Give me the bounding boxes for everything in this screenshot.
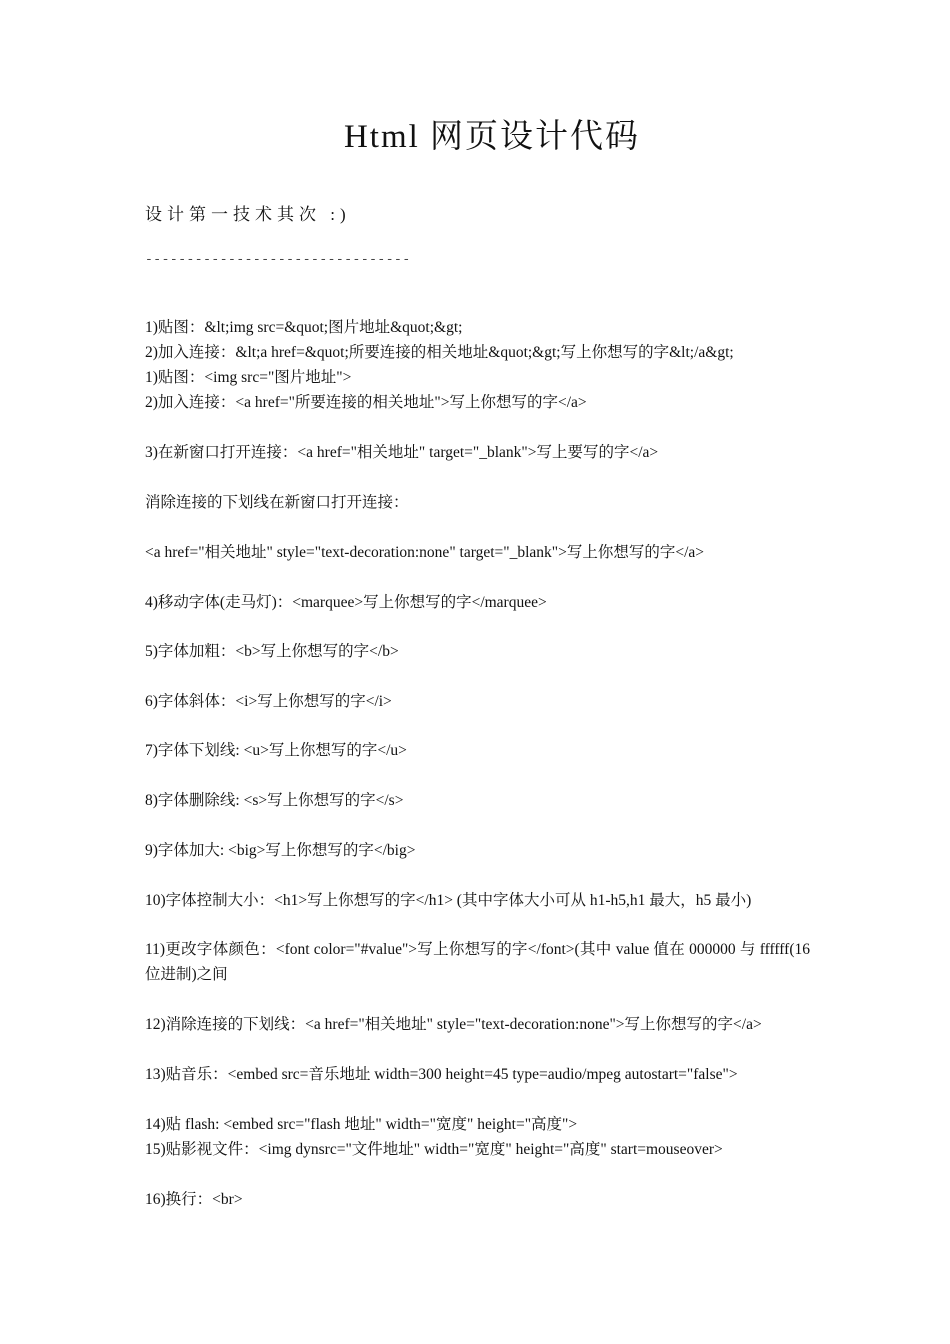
text-line: 15)贴影视文件：<img dynsrc="文件地址" width="宽度" height="高度" start=mouseover> <box>145 1141 723 1158</box>
text-line: 10)字体控制大小：<h1>写上你想写的字</h1> (其中字体大小可从 h1-h5,h1 最大，h5 最小) <box>145 892 752 909</box>
document-title: Html 网页设计代码 <box>343 119 641 155</box>
text-line: 14)贴 flash: <embed src="flash 地址" width="宽度" height="高度"> <box>145 1116 578 1133</box>
text-line: 2)加入连接：<a href="所要连接的相关地址">写上你想写的字</a> <box>145 394 587 411</box>
text-line: 3)在新窗口打开连接：<a href="相关地址" target="_blank">写上要写的字</a> <box>145 444 659 461</box>
text-line: 11)更改字体颜色：<font color="#value">写上你想写的字</font>(其中 value 值在 000000 与 ffffff(16 位进制)之间 <box>145 941 810 983</box>
text-line: 8)字体删除线: <s>写上你想写的字</s> <box>145 792 404 809</box>
document-subtitle: 设计第一技术其次 :) <box>145 205 351 224</box>
text-line: 5)字体加粗：<b>写上你想写的字</b> <box>145 643 399 660</box>
text-line: 4)移动字体(走马灯)：<marquee>写上你想写的字</marquee> <box>145 594 547 611</box>
text-line: 6)字体斜体：<i>写上你想写的字</i> <box>145 693 392 710</box>
text-line: 16)换行：<br> <box>145 1191 243 1208</box>
text-line: 1)贴图：<img src="图片地址"> <box>145 369 352 386</box>
text-line: 9)字体加大: <big>写上你想写的字</big> <box>145 842 416 859</box>
text-line: 7)字体下划线: <u>写上你想写的字</u> <box>145 742 407 759</box>
text-line: 消除连接的下划线在新窗口打开连接： <box>145 494 409 511</box>
text-line: 13)贴音乐：<embed src=音乐地址 width=300 height=45 type=audio/mpeg autostart="false"> <box>145 1066 738 1083</box>
text-line: 12)消除连接的下划线：<a href="相关地址" style="text-decoration:none">写上你想写的字</a> <box>145 1016 762 1033</box>
text-line: 1)贴图：&lt;img src=&quot;图片地址&quot;&gt; <box>145 319 463 336</box>
dashed-divider: -------------------------------- <box>145 252 411 267</box>
text-line: <a href="相关地址" style="text-decoration:none" target="_blank">写上你想写的字</a> <box>145 544 705 561</box>
text-line: 2)加入连接：&lt;a href=&quot;所要连接的相关地址&quot;&gt;写上你想写的字&lt;/a&gt; <box>145 344 734 361</box>
